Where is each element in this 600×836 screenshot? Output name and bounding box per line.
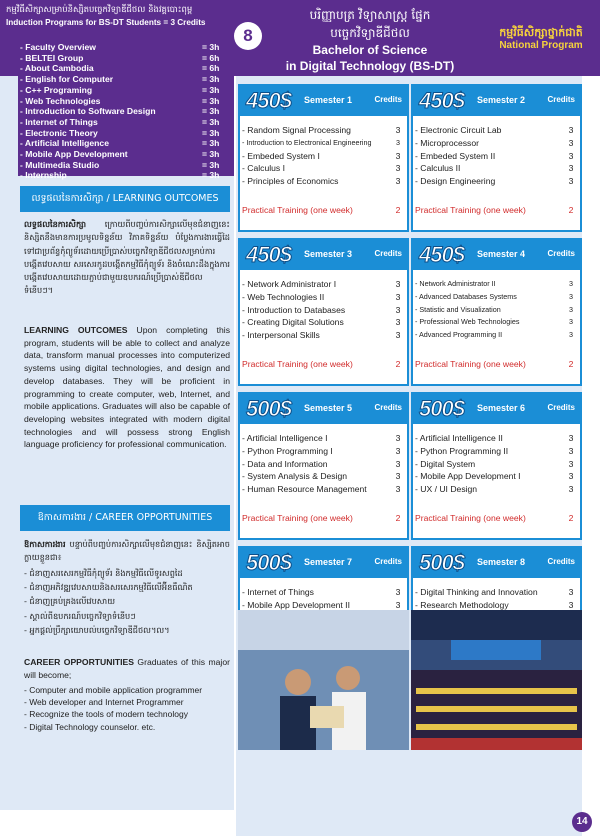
semester-name: Semester 3: [304, 249, 353, 259]
semester-box: [411, 392, 582, 540]
induction-item: [20, 138, 232, 149]
course-name: - Introduction to Electronical Engineering: [242, 137, 372, 147]
induction-item-name: - Artificial Intelligence: [20, 138, 109, 149]
course-name: - Digital Thinking and Innovation: [415, 587, 538, 597]
practical-training-row: [415, 359, 577, 369]
semester-price: 450$: [246, 88, 291, 113]
career-item: - ជំនាញអភិវឌ្ឍវេបសាយនិងសរសេរកម្មវិធីលើអ៊ីនធឺណិត: [24, 582, 193, 593]
semester-name: Semester 2: [477, 95, 526, 105]
semester-price: 500$: [246, 396, 291, 421]
credits-header: Credits: [547, 403, 575, 412]
semester-box: [238, 392, 409, 540]
graduation-award-photo: [238, 610, 409, 750]
course-credits: 3: [395, 304, 401, 315]
career-en-lead: CAREER OPPORTUNITIES: [24, 657, 134, 667]
practical-training-row: [415, 513, 577, 523]
practical-training-row: [242, 513, 404, 523]
induction-item: [20, 42, 232, 53]
course-credits: 3: [395, 317, 401, 328]
course-credits: 3: [568, 445, 574, 456]
course-credits: 3: [396, 137, 400, 147]
course-credits: 3: [395, 445, 401, 456]
semester-header: [240, 86, 407, 116]
course-credits: 3: [395, 291, 401, 302]
course-list: [415, 278, 577, 342]
course-row: [415, 150, 577, 163]
induction-item-hours: = 3h: [202, 116, 220, 127]
course-row: [415, 278, 577, 291]
course-credits: 3: [395, 330, 401, 341]
graduation-award-photo-art: [238, 610, 409, 750]
induction-item-hours: = 6h: [202, 63, 220, 74]
course-name: - Electronic Circuit Lab: [415, 125, 502, 135]
induction-list: [20, 42, 232, 181]
induction-item: [20, 149, 232, 160]
learning-kh-lead: លទ្ធផលនៃការសិក្សា: [24, 219, 87, 229]
semester-box: [411, 238, 582, 386]
practical-training-credits: 2: [568, 205, 574, 215]
induction-item-name: - Internship: [20, 170, 67, 181]
career-item: - ជំនាញសរសេរកម្មវិធីកុំព្យូទ័រ និងកម្មវិធីលើទូរសព្ទដៃ: [24, 568, 183, 578]
career-item: - ជំនាញគ្រប់គ្រងលើវេបសាយ: [24, 596, 115, 607]
course-credits: 3: [568, 587, 574, 597]
course-credits: 3: [395, 599, 401, 610]
course-credits: 3: [568, 137, 574, 148]
course-credits: 3: [395, 279, 401, 289]
course-credits: 3: [395, 150, 401, 161]
practical-training-credits: 2: [395, 513, 401, 523]
course-row: [242, 329, 404, 342]
page-number: 14: [572, 812, 592, 832]
course-name: - Advanced Programming II: [415, 330, 503, 340]
course-name: - Random Signal Processing: [242, 125, 351, 135]
career-item: - Computer and mobile application programmer: [24, 685, 203, 695]
credits-header: Credits: [547, 557, 575, 566]
course-credits: 3: [569, 304, 573, 314]
course-name: - Internet of Things: [242, 587, 314, 597]
induction-item-hours: = 3h: [202, 149, 220, 160]
course-row: [242, 445, 404, 458]
induction-item-hours: = 6h: [202, 52, 220, 63]
semester-header: [413, 548, 580, 578]
semester-name: Semester 6: [477, 403, 526, 413]
induction-title-kh: កម្មវិធីសិក្សាសម្រាប់និស្សិតបច្ចេកវិទ្យាឌីជីថល និងវគ្គបោះពុម្ព: [6, 5, 193, 15]
course-credits: 3: [569, 291, 573, 301]
course-credits: 3: [569, 317, 573, 327]
program-title: [270, 6, 470, 74]
program-title-en-2: in Digital Technology (BS-DT): [285, 59, 455, 73]
semester-name: Semester 5: [304, 403, 353, 413]
course-credits: 3: [568, 471, 574, 482]
career-item: - Recognize the tools of modern technology: [24, 709, 188, 720]
induction-item-hours: = 3h: [202, 95, 220, 106]
practical-training-row: [242, 359, 404, 369]
career-intro-en: [24, 656, 230, 681]
course-name: - System Analysis & Design: [242, 471, 348, 482]
course-name: - Digital System: [415, 458, 476, 469]
course-row: [415, 304, 577, 317]
course-credits: 3: [395, 176, 401, 187]
course-row: [242, 432, 404, 445]
career-en-intro: Graduates of this major will become;: [24, 657, 230, 680]
course-list: [415, 124, 577, 188]
learning-outcomes-kh: [24, 218, 230, 298]
course-credits: 3: [568, 458, 574, 469]
course-name: - Mobile App Development II: [242, 599, 350, 610]
course-row: [415, 470, 577, 483]
course-name: - Artificial Intelligence I: [242, 433, 328, 443]
semester-box: [238, 84, 409, 232]
credits-header: Credits: [547, 95, 575, 104]
national-program-label: [490, 26, 592, 52]
induction-item: [20, 53, 232, 64]
course-row: [415, 432, 577, 445]
practical-training-label: Practical Training (one week): [415, 359, 526, 369]
course-row: [242, 483, 404, 496]
induction-item-hours: = 3h: [202, 74, 220, 85]
induction-item: [20, 170, 232, 181]
course-name: - Python Programming II: [415, 445, 509, 456]
course-credits: 3: [395, 458, 401, 469]
course-credits: 3: [395, 163, 401, 174]
practical-training-label: Practical Training (one week): [242, 513, 353, 523]
course-credits: 3: [568, 176, 574, 187]
national-program-kh: កម្មវិធីសិក្សាថ្នាក់ជាតិ: [499, 26, 583, 39]
semester-header: [413, 240, 580, 270]
graduation-ceremony-photo-art: [411, 610, 582, 750]
course-name: - Python Programming I: [242, 445, 333, 456]
career-item: - Web developer and Internet Programmer: [24, 697, 184, 708]
course-credits: 3: [568, 599, 574, 610]
induction-item-hours: = 3h: [202, 84, 220, 95]
credits-header: Credits: [374, 249, 402, 258]
course-row: [415, 175, 577, 188]
induction-item-name: - BELTEI Group: [20, 52, 84, 63]
course-credits: 3: [395, 484, 401, 495]
course-name: - Mobile App Development I: [415, 471, 521, 482]
practical-training-credits: 2: [568, 359, 574, 369]
course-row: [242, 124, 404, 137]
induction-item-name: - English for Computer: [20, 74, 114, 85]
course-name: - Advanced Databases Systems: [415, 291, 517, 301]
practical-training-label: Practical Training (one week): [242, 359, 353, 369]
semester-name: Semester 7: [304, 557, 353, 567]
induction-item-hours: = 3h: [202, 127, 220, 138]
course-row: [415, 137, 577, 150]
course-name: - Human Resource Management: [242, 484, 367, 495]
course-name: - Design Engineering: [415, 176, 496, 187]
induction-item-name: - Mobile App Development: [20, 149, 128, 160]
career-item: - Digital Technology counselor. etc.: [24, 721, 156, 732]
semester-price: 450$: [246, 242, 291, 267]
course-name: - Statistic and Visualization: [415, 304, 501, 314]
course-credits: 3: [568, 150, 574, 161]
semester-box: [238, 238, 409, 386]
course-name: - Research Methodology: [415, 599, 509, 610]
course-row: [415, 329, 577, 342]
course-row: [415, 124, 577, 137]
course-credits: 3: [568, 163, 574, 174]
course-credits: 3: [569, 279, 573, 288]
induction-item-name: - Faculty Overview: [20, 42, 96, 52]
credits-header: Credits: [374, 403, 402, 412]
induction-item-hours: = 3h: [202, 42, 220, 52]
course-credits: 3: [395, 125, 401, 135]
credits-header: Credits: [374, 95, 402, 104]
course-row: [415, 316, 577, 329]
career-list-kh: [24, 566, 234, 637]
course-name: - Introduction to Databases: [242, 304, 346, 315]
course-credits: 3: [569, 330, 573, 340]
course-row: [242, 175, 404, 188]
semester-header: [413, 394, 580, 424]
induction-item-name: - C++ Programing: [20, 84, 93, 95]
program-title-kh: បរិញ្ញាបត្រ វិទ្យាសាស្ត្រ ផ្នែក បច្ចេកវិទ្យាឌីជីថល: [309, 8, 431, 40]
course-row: [242, 137, 404, 150]
learning-outcomes-heading: លទ្ធផលនៃការសិក្សា / LEARNING OUTCOMES: [20, 186, 230, 212]
course-row: [415, 162, 577, 175]
semester-price: 500$: [419, 396, 464, 421]
course-row: [242, 316, 404, 329]
career-list-en: [24, 684, 234, 733]
course-name: - Creating Digital Solutions: [242, 317, 344, 328]
induction-item: [20, 117, 232, 128]
career-item: - អ្នកផ្តល់ប្រឹក្សាយោបល់បច្ចេកវិទ្យាឌីជីថល។ល។: [24, 624, 170, 635]
semester-header: [240, 548, 407, 578]
induction-item-hours: = 3h: [202, 159, 220, 170]
course-row: [415, 483, 577, 496]
learning-outcomes-en: [24, 324, 230, 451]
induction-item: [20, 74, 232, 85]
induction-item-name: - About Cambodia: [20, 63, 94, 74]
course-credits: 3: [568, 125, 574, 135]
course-name: - Interpersonal Skills: [242, 330, 320, 341]
practical-training-label: Practical Training (one week): [415, 513, 526, 523]
course-credits: 3: [395, 433, 401, 443]
course-name: - Artificial Intelligence II: [415, 433, 503, 443]
induction-item: [20, 63, 232, 74]
course-name: - Embeded System I: [242, 150, 320, 161]
course-row: [415, 445, 577, 458]
credits-header: Credits: [374, 557, 402, 566]
learning-en-lead: LEARNING OUTCOMES: [24, 325, 128, 335]
induction-item: [20, 85, 232, 96]
semester-price: 500$: [419, 550, 464, 575]
course-row: [242, 162, 404, 175]
semester-box: [411, 84, 582, 232]
course-list: [242, 432, 404, 496]
course-list: [415, 432, 577, 496]
course-list: [242, 278, 404, 342]
semester-price: 450$: [419, 242, 464, 267]
course-row: [415, 291, 577, 304]
program-title-en-1: Bachelor of Science: [312, 43, 428, 57]
course-name: - Professional Web Technologies: [415, 317, 520, 327]
course-row: [242, 150, 404, 163]
course-name: - Embeded System II: [415, 150, 496, 161]
semester-header: [240, 394, 407, 424]
semester-price: 500$: [246, 550, 291, 575]
graduation-ceremony-photo: [411, 610, 582, 750]
practical-training-label: Practical Training (one week): [242, 205, 353, 215]
semester-price: 450$: [419, 88, 464, 113]
practical-training-row: [415, 205, 577, 215]
course-row: [242, 304, 404, 317]
career-item: - ស្គាល់ពីឧបករណ៍បច្ចេកវិទ្យាទំនើបៗ: [24, 610, 136, 621]
section-badge: 8: [234, 22, 262, 50]
course-name: - Network Administrator II: [415, 279, 496, 288]
course-row: [242, 278, 404, 291]
induction-item: [20, 160, 232, 171]
career-kh-intro: បន្ទាប់ពីបញ្ចប់ការសិក្សាលើមុខជំនាញនេះ និស្សិតអាចក្លាយខ្លួនជា៖: [24, 539, 230, 563]
practical-training-credits: 2: [568, 513, 574, 523]
induction-item-name: - Introduction to Software Design: [20, 106, 156, 117]
semester-name: Semester 1: [304, 95, 353, 105]
induction-item-name: - Multimedia Studio: [20, 159, 100, 170]
induction-title: [6, 4, 234, 28]
semester-name: Semester 4: [477, 249, 526, 259]
learning-kh-text: ក្រោយពីបញ្ចប់ការសិក្សាលើមុខជំនាញនេះនិស្សិតនឹងមានការប្រមូលទិន្នន័យ វិភាគទិន្នន័យ បំប្លែងការងារធ្វើដៃទៅជាប្រព័ន្ធកុំព្យូទ័រដោយប្រើប្រាស់បច្ចេកវិទ្យាឌីជីថលសម្រាប់ការបង្កើតវេបសាយ សរសេរកូដបង្កើតកម្មវិធីកុំព្យូទ័រ និងចំណេះដឹងក្នុងការបង្កើតវេបសាយដោយភ្ជាប់ជាមួយឧបករណ៍ប្រើប្រាស់ឌីជីថលទំនើបៗ។: [24, 219, 230, 296]
course-list: [242, 124, 404, 188]
course-name: - Microprocessor: [415, 137, 479, 148]
course-row: [242, 470, 404, 483]
course-row: [242, 458, 404, 471]
semester-header: [413, 86, 580, 116]
course-row: [415, 586, 577, 599]
course-credits: 3: [395, 471, 401, 482]
induction-item-name: - Web Technologies: [20, 95, 101, 106]
course-row: [242, 291, 404, 304]
practical-training-label: Practical Training (one week): [415, 205, 526, 215]
course-name: - Calculus I: [242, 163, 285, 174]
course-credits: 3: [395, 587, 401, 597]
course-name: - Web Technologies II: [242, 291, 325, 302]
course-credits: 3: [568, 433, 574, 443]
induction-item-name: - Internet of Things: [20, 116, 98, 127]
national-program-en: National Program: [499, 40, 583, 51]
course-name: - Data and Information: [242, 458, 328, 469]
semester-header: [240, 240, 407, 270]
course-name: - Principles of Economics: [242, 176, 339, 187]
practical-training-credits: 2: [395, 205, 401, 215]
induction-item-hours: = 3h: [202, 170, 220, 181]
semester-name: Semester 8: [477, 557, 526, 567]
career-opportunities-heading: ឱកាសការងារ / CAREER OPPORTUNITIES: [20, 505, 230, 531]
induction-item-hours: = 3h: [202, 106, 220, 117]
induction-item-name: - Electronic Theory: [20, 127, 98, 138]
practical-training-row: [242, 205, 404, 215]
induction-item: [20, 128, 232, 139]
course-name: - UX / UI Design: [415, 484, 478, 495]
course-name: - Network Administrator I: [242, 279, 337, 289]
career-kh-lead: ឱកាសការងារ: [24, 539, 66, 549]
credits-header: Credits: [547, 249, 575, 258]
induction-item: [20, 106, 232, 117]
induction-item-hours: = 3h: [202, 138, 220, 149]
course-credits: 3: [568, 484, 574, 495]
course-name: - Calculus II: [415, 163, 461, 174]
career-intro-kh: [24, 538, 230, 565]
induction-item: [20, 96, 232, 107]
course-row: [415, 458, 577, 471]
induction-title-en: Induction Programs for BS-DT Students = 3 Credits: [6, 18, 206, 27]
course-row: [242, 586, 404, 599]
learning-en-text: Upon completing this program, students will be able to collect and analyze data, transform manual processes into computerized systems using digital technologies, and design and develop databases. They will be proficient in programming to create computer, web, Internet, and mobile applications. Graduates will also be capable of developing websites integrated with modern digital technologies and will possess strong English language proficiency for professional communication.: [24, 325, 230, 450]
practical-training-credits: 2: [395, 359, 401, 369]
